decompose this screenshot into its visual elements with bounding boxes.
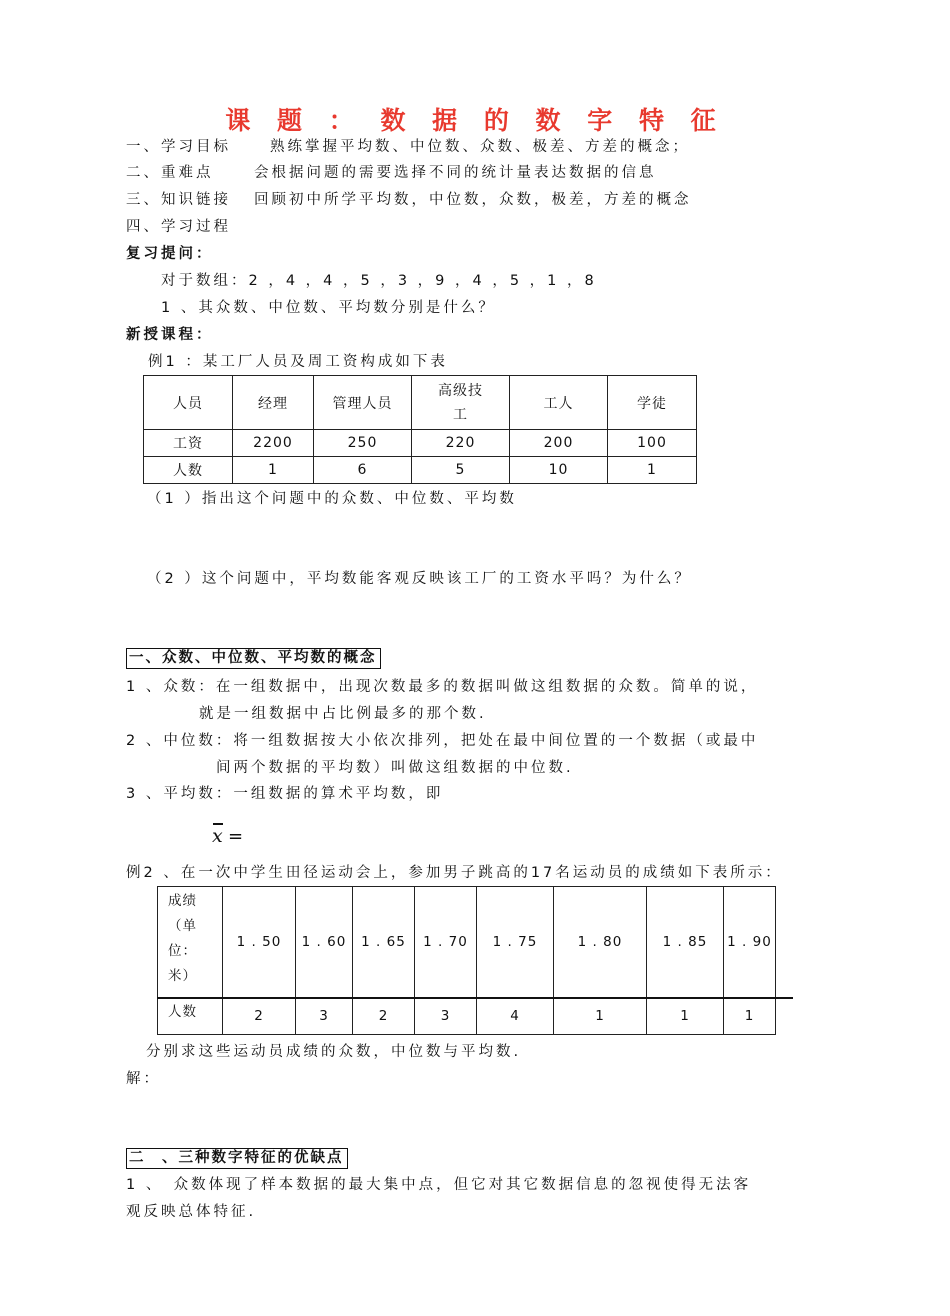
review-array: 对于数组：2 ，4 ，4 ，5 ，3 ，9 ，4 ，5 ，1 ，8 — [161, 273, 597, 289]
section1-heading — [126, 651, 381, 666]
example2-intro: 例2 、在一次中学生田径运动会上，参加男子跳高的17名运动员的成绩如下表所示： — [126, 865, 783, 881]
question-1: （1 ）指出这个问题中的众数、中位数、平均数 — [147, 491, 517, 507]
new-lesson-heading: 新授课程： — [126, 327, 214, 343]
review-heading: 复习提问： — [126, 246, 214, 262]
wage-table — [143, 375, 697, 484]
intro-label-goals: 一、学习目标 — [126, 139, 231, 155]
table-row — [144, 457, 697, 484]
count-cell: 2 — [223, 998, 296, 1035]
review-question: 1 、其众数、中位数、平均数分别是什么？ — [161, 300, 496, 316]
table-cell: 220 — [412, 430, 510, 457]
label-line: 位： — [168, 943, 197, 959]
label-line: 成绩 — [168, 893, 197, 909]
table-header-cell: 管理人员 — [314, 376, 412, 430]
table-row — [158, 998, 776, 1035]
mode-definition-line1: 1 、众数：在一组数据中，出现次数最多的数据叫做这组数据的众数。简单的说， — [126, 679, 759, 695]
mode-definition-line2: 就是一组数据中占比例最多的那个数. — [199, 706, 487, 722]
section-heading-box: 二 、三种数字特征的优缺点 — [126, 1148, 348, 1169]
intro-label-process: 四、学习过程 — [126, 219, 231, 235]
example1-intro: 例1 ：某工厂人员及周工资构成如下表 — [148, 354, 448, 370]
table-cell: 250 — [314, 430, 412, 457]
row-label — [158, 887, 223, 998]
table-header-cell: 工人 — [510, 376, 608, 430]
table-cell: 1 — [608, 457, 697, 484]
count-cell: 1 — [647, 998, 724, 1035]
table-cell: 2200 — [233, 430, 314, 457]
example2-task: 分别求这些运动员成绩的众数，中位数与平均数. — [146, 1044, 522, 1060]
table-header-cell: 人员 — [144, 376, 233, 430]
table-cell: 6 — [314, 457, 412, 484]
high-jump-table — [157, 886, 776, 1035]
table-header-cell: 学徒 — [608, 376, 697, 430]
table-row — [158, 887, 776, 998]
count-cell: 1 — [724, 998, 776, 1035]
count-cell: 3 — [415, 998, 477, 1035]
page-title: 课 题 ： 数 据 的 数 字 特 征 — [225, 106, 725, 135]
section-heading-box: 一、众数、中位数、平均数的概念 — [126, 648, 381, 669]
mean-definition: 3 、平均数：一组数据的算术平均数，即 — [126, 786, 444, 802]
row-label: 人数 — [158, 998, 223, 1035]
score-cell: 1 . 70 — [415, 887, 477, 998]
score-cell: 1 . 60 — [296, 887, 353, 998]
table-header-cell — [412, 376, 510, 430]
mode-pros-cons-line2: 观反映总体特征. — [126, 1204, 257, 1220]
row-label: 工资 — [144, 430, 233, 457]
question-2: （2 ）这个问题中，平均数能客观反映该工厂的工资水平吗？为什么？ — [147, 571, 692, 587]
header-line: 工 — [453, 406, 468, 423]
section2-heading — [126, 1151, 348, 1166]
count-cell: 2 — [353, 998, 415, 1035]
table-row — [144, 376, 697, 430]
score-cell: 1 . 50 — [223, 887, 296, 998]
median-definition-line2: 间两个数据的平均数）叫做这组数据的中位数. — [216, 760, 574, 776]
table-cell: 5 — [412, 457, 510, 484]
table-row — [144, 430, 697, 457]
table-divider-line — [157, 997, 793, 999]
solution-label: 解： — [126, 1071, 161, 1087]
row-label: 人数 — [144, 457, 233, 484]
header-line: 高级技 — [438, 382, 483, 399]
intro-text-goals: 熟练掌握平均数、中位数、众数、极差、方差的概念； — [270, 139, 690, 155]
median-definition-line1: 2 、中位数：将一组数据按大小依次排列，把处在最中间位置的一个数据（或最中 — [126, 733, 759, 749]
score-cell: 1 . 75 — [477, 887, 554, 998]
table-cell: 100 — [608, 430, 697, 457]
label-line: （单 — [168, 918, 197, 934]
score-cell: 1 . 90 — [724, 887, 776, 998]
count-cell: 3 — [296, 998, 353, 1035]
label-line: 米） — [168, 968, 197, 984]
intro-label-difficulty: 二、重难点 — [126, 165, 214, 181]
score-cell: 1 . 80 — [554, 887, 647, 998]
table-cell: 200 — [510, 430, 608, 457]
table-cell: 10 — [510, 457, 608, 484]
table-cell: 1 — [233, 457, 314, 484]
intro-label-links: 三、知识链接 — [126, 192, 231, 208]
count-cell: 4 — [477, 998, 554, 1035]
score-cell: 1 . 85 — [647, 887, 724, 998]
mean-symbol: x — [212, 825, 223, 847]
intro-text-difficulty: 会根据问题的需要选择不同的统计量表达数据的信息 — [254, 165, 657, 181]
intro-text-links: 回顾初中所学平均数，中位数，众数，极差，方差的概念 — [254, 192, 692, 208]
count-cell: 1 — [554, 998, 647, 1035]
mode-pros-cons-line1: 1 、 众数体现了样本数据的最大集中点，但它对其它数据信息的忽视使得无法客 — [126, 1177, 752, 1193]
table-header-cell: 经理 — [233, 376, 314, 430]
score-cell: 1 . 65 — [353, 887, 415, 998]
equals-sign: = — [228, 826, 244, 847]
